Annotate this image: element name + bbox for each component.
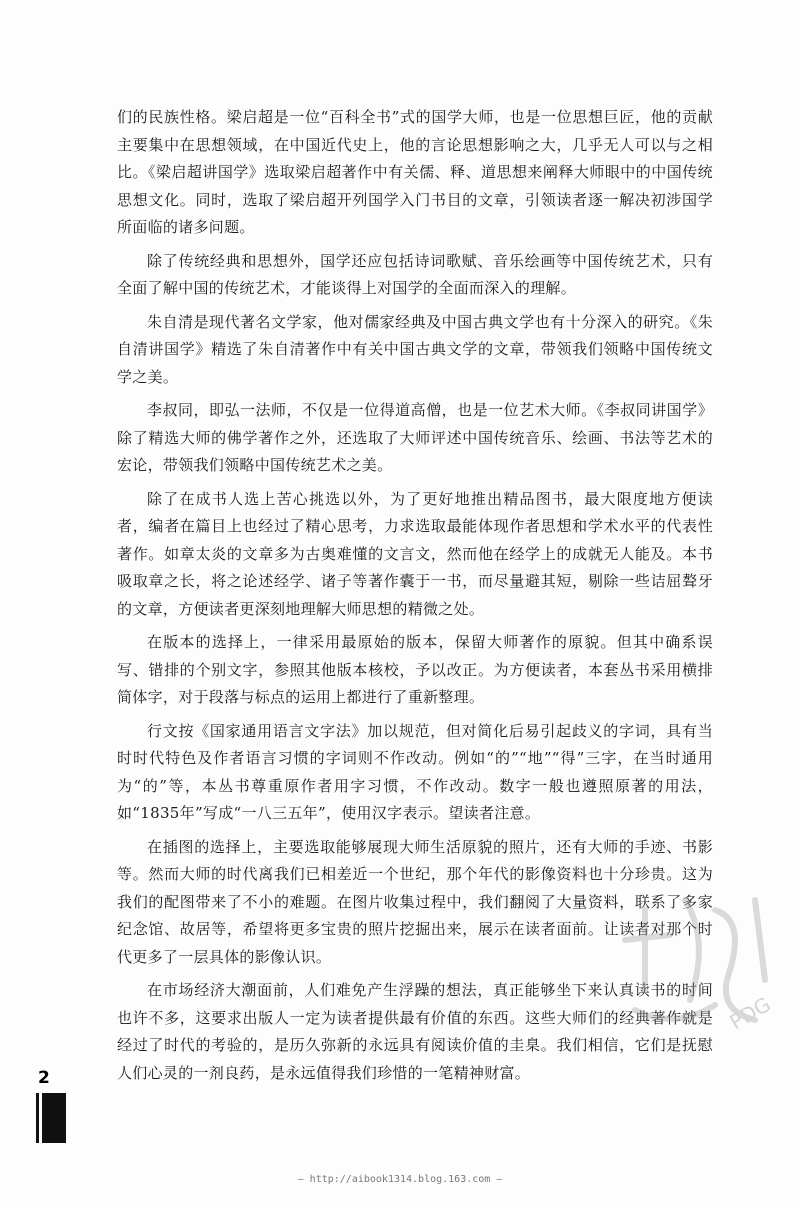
svg-text:PDG: PDG <box>725 992 775 1035</box>
paragraph: 除了在成书人选上苦心挑选以外，为了更好地推出精品图书，最大限度地方便读者，编者在篇目上也经过了精心思考，力求选取最能体现作者思想和学术水平的代表性著作。如章太炎的文章多为古奥难懂的文言文，然而他在经学上的成就无人能及。本书吸取章之长，将之论述经学、诸子等著作囊于一书，而尽量避其短，剔除一些诘屈聱牙的文章，方便读者更深刻地理解大师思想的精微之处。 <box>117 489 713 618</box>
page-number: 2 <box>38 1068 50 1088</box>
paragraph: 在市场经济大潮面前，人们难免产生浮躁的想法，真正能够坐下来认真读书的时间也许不多，这要求出版人一定为读者提供最有价值的东西。这些大师们的经典著作就是经过了时代的考验的，是历久弥新的永远具有阅读价值的圭臬。我们相信，它们是抚慰人们心灵的一剂良药，是永远值得我们珍惜的一笔精神财富。 <box>117 981 713 1082</box>
edge-marker-thick <box>42 1093 66 1143</box>
paragraph: 朱自清是现代著名文学家，他对儒家经典及中国古典文学也有十分深入的研究。《朱自清讲国学》精选了朱自清著作中有关中国古典文学的文章，带领我们领略中国传统文学之美。 <box>117 312 713 386</box>
watermark-label <box>726 992 775 1034</box>
pdg-watermark-icon <box>615 880 795 1050</box>
footer-url: — http://aibook1314.blog.163.com — <box>297 1174 503 1185</box>
paragraph: 们的民族性格。梁启超是一位“百科全书”式的国学大师，也是一位思想巨匠，他的贡献主要集中在思想领域，在中国近代史上，他的言论思想影响之大，几乎无人可以与之相比。《梁启超讲国学》选取梁启超著作中有关儒、释、道思想来阐释大师眼中的中国传统思想文化。同时，选取了梁启超开列国学入门书目的文章，引领读者逐一解决初涉国学所面临的诸多问题。 <box>117 108 713 236</box>
paragraph: 在插图的选择上，主要选取能够展现大师生活原貌的照片，还有大师的手迹、书影等。然而大师的时代离我们已相差近一个世纪，那个年代的影像资料也十分珍贵。这为我们的配图带来了不小的难题。在图片收集过程中，我们翻阅了大量资料，联系了多家纪念馆、故居等，希望将更多宝贵的照片挖掘出来，展示在读者面前。让读者对那个时代更多了一层具体的影像认识。 <box>117 837 713 966</box>
paragraph: 除了传统经典和思想外，国学还应包括诗词歌赋、音乐绘画等中国传统艺术，只有全面了解中国的传统艺术，才能谈得上对国学的全面而深入的理解。 <box>117 251 713 297</box>
page-edge-marker <box>36 1093 66 1143</box>
edge-marker-thin <box>36 1093 39 1143</box>
paragraph: 李叔同，即弘一法师，不仅是一位得道高僧，也是一位艺术大师。《李叔同讲国学》除了精选大师的佛学著作之外，还选取了大师评述中国传统音乐、绘画、书法等艺术的宏论，带领我们领略中国传统艺术之美。 <box>117 401 713 474</box>
paragraph: 在版本的选择上，一律采用最原始的版本，保留大师著作的原貌。但其中确系误写、错排的个别文字，参照其他版本核校，予以改正。为方便读者，本套丛书采用横排简体字，对于段落与标点的运用上都进行了重新整理。 <box>117 633 713 706</box>
paragraph: 行文按《国家通用语言文字法》加以规范，但对简化后易引起歧义的字词，具有当时时代特色及作者语言习惯的字词则不作改动。例如“的”“地”“得”三字，在当时通用为“的”等，本丛书尊重原作者用字习惯，不作改动。数字一般也遵照原著的用法，如“1835年”写成“一八三五年”，使用汉字表示。望读者注意。 <box>117 721 713 822</box>
